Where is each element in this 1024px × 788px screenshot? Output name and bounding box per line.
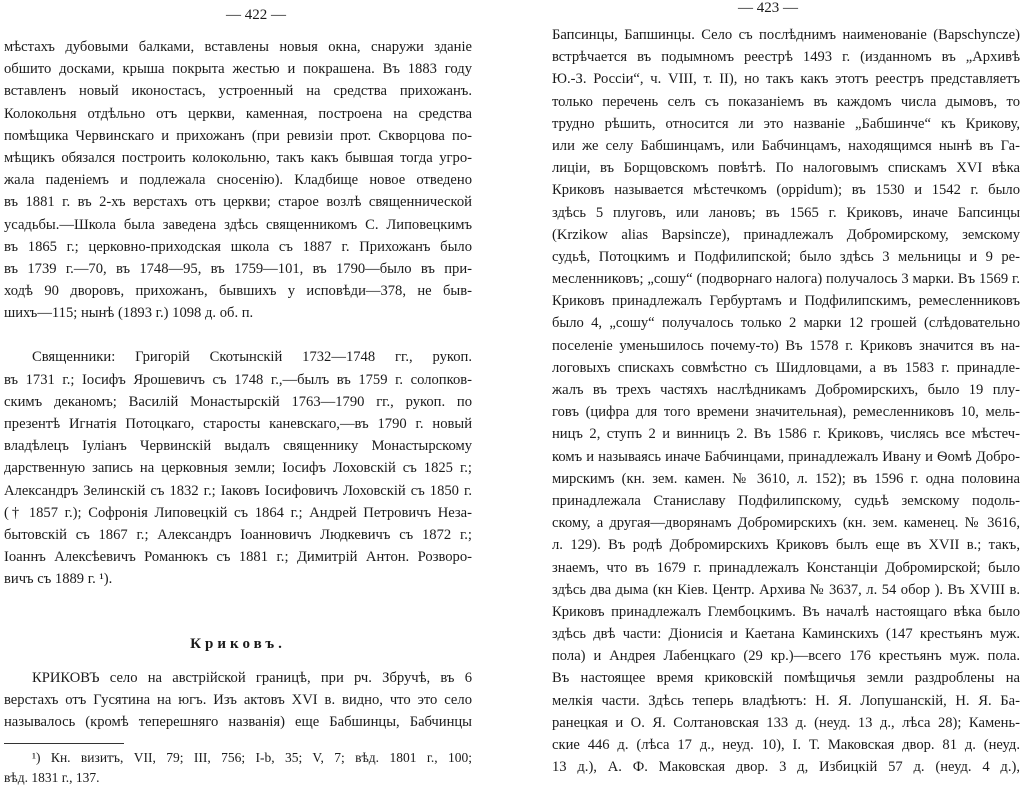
text-line: усадьбы.—Школа была заведена здѣсь священникомъ С. Липовецкимъ [4,216,472,233]
text-line: въ 1881 г. въ 2-хъ верстахъ отъ церкви; старое возлѣ священнической [4,194,472,211]
text-line: презентѣ Игнатія Потоцкаго, старосты каневскаго,—въ 1790 г. новый [4,416,472,432]
text-line: Криковъ называется мѣстечкомъ (oppidum); въ 1530 и 1542 г. было [552,182,1020,199]
text-line: ские 446 д. (лѣса 17 д., неуд. 10), І. Т. Маковская двор. 81 д. (неуд. [552,737,1020,753]
text-line: Іоаннъ Алексѣевичъ Романюкъ съ 1881 г.; Димитрій Антон. Розворо- [4,549,472,566]
text-line: говъ (цифра для того времени значительная), ремесленниковъ 10, мель- [552,404,1020,421]
text-line: здѣсь двѣ части: Діонисія и Каетана Каминскихъ (147 крестьянъ муж. [552,626,1020,643]
text-line: ходѣ 90 дворовъ, прихожанъ, бывшихъ у исповѣди—378, не быв- [4,283,472,300]
text-line: въ 1731 г.; Іосифъ Ярошевичъ съ 1748 г.,—былъ въ 1759 г. солопков- [4,371,472,388]
text-line: скимъ деканомъ; Василій Монастырскій 1763—1790 гг., рукоп. по [4,393,472,410]
text-line: мѣстахъ дубовыми балками, вставлены новыя окна, снаружи зданіе [4,39,472,55]
text-line: или же селу Бабшинцамъ, или Бабчинцамъ, находящимся нынѣ въ Га- [552,137,1020,154]
right-page [512,0,1024,776]
text-line: въ 1865 г.; церковно-приходская школа съ 1887 г. Прихожанъ было [4,238,472,255]
text-line: ¹) Кн. визитъ, VII, 79; III, 756; I-b, 35; V, 7; вѣд. 1801 г., 100; [32,750,472,766]
text-line: комъ и называясь иначе Бабчинцами, принадлежалъ Ивану и Ѳомѣ Добро- [552,448,1020,465]
page-number: — 423 — [738,0,798,16]
text-line: дарственную запись на церковныя земли; Іосифъ Лоховскій съ 1825 г.; [4,460,472,477]
text-line: Бапсинцы, Бапшинцы. Село съ послѣднимъ наименованіе (Bapschyncze) [552,27,1020,43]
footnote [4,748,472,788]
section-heading: Криковъ. [190,635,286,652]
text-line: обшито досками, крыша покрыта жестью и покрашена. Въ 1883 году [4,61,472,78]
text-line: знаемъ, что въ 1679 г. принадлежалъ Констанціи Добромирской; было [552,559,1020,576]
text-line: вичъ съ 1889 г. ¹). [4,571,113,588]
text-line: мелкія части. Здѣсь теперь владѣютъ: Н. Я. Лопушанскій, Н. Я. Ба- [552,692,1020,709]
text-line: было 4, „сошу“ получалось только 2 марки 12 грошей (слѣдовательно [552,315,1020,332]
right-text-block [552,24,1020,778]
text-line: Въ настоящее время криковскій помѣщичья земли раздроблены на [552,670,1020,687]
text-line: скому, а другая—дворянамъ Добромирскихъ (кн. зем. каменец. № 3616, [552,515,1020,532]
text-line: принадлежала Станиславу Подфилипскому, судьѣ земскому подоль- [552,492,1020,509]
footnote-rule [4,743,124,744]
text-line: здѣсь 5 плуговъ, или лановъ; въ 1565 г. Криковъ, иначе Бапсинцы [552,204,1020,221]
text-line: пола) и Андрея Лабенцкаго (29 кр.)—всего 176 крестьянъ муж. пола. [552,648,1020,665]
text-line: ранецкая и О. Я. Солтановская 133 д. (неуд. 13 д., лѣса 28); Камень- [552,714,1020,731]
text-line: шихъ—115; нынѣ (1893 г.) 1098 д. об. п. [4,305,254,322]
text-line: поселеніе уменьшилось почему-то) Въ 1578 г. Криковъ значится въ на- [552,337,1020,354]
text-line: въ 1739 г.—70, въ 1748—95, въ 1759—101, въ 1790—было въ при- [4,260,472,277]
text-line: здѣсь два дыма (кн Кіев. Центр. Архива № 3637, л. 54 обор ). Въ XVIII в. [552,581,1020,598]
left-page [0,0,512,786]
text-line: жала паденіемъ и подлежала сносенію). Кладбище новое отведено [4,172,472,189]
text-line: († 1857 г.); Софронія Липовецкій съ 1864 г.; Андрей Петровичъ Неза- [4,504,472,521]
text-line: называлось (кромѣ теперешняго названія) еще Бабшинцы, Бабчинцы [4,713,472,730]
text-line: (Krzikow alias Bapsincze), принадлежалъ Добромирскому, земскому [552,226,1020,243]
text-line: бытовскій съ 1867 г.; Александръ Іоанновичъ Людкевичъ съ 1872 г.; [4,526,472,543]
text-line: Ю.-З. Россіи“, ч. VIII, т. II), но такъ какъ этотъ реестръ представляетъ [552,71,1020,88]
text-line: владѣлецъ Іуліанъ Червинскій выдалъ священнику Монастырскому [4,438,472,455]
page-number: — 422 — [226,7,286,23]
text-line: Криковъ принадлежалъ Глембоцкимъ. Въ началѣ настоящаго вѣка было [552,603,1020,620]
text-line: Колокольня отдѣльно отъ церкви, каменная, построена на средства [4,105,472,122]
text-line: вставленъ новый иконостасъ, устроенный на средства прихожанъ. [4,83,472,100]
text-line: Александръ Зелинскій съ 1832 г.; Іаковъ Іосифовичъ Лоховскій съ 1850 г. [4,482,472,499]
text-line: жалъ въ трехъ частяхъ наслѣдникамъ Добромирскихъ, было 19 плу- [552,382,1020,398]
text-line: Священники: Григорій Скотынскій 1732—1748 гг., рукоп. [32,349,472,366]
text-line: лиціи, въ Борщовскомъ повѣтѣ. По налоговымъ спискамъ XVI вѣка [552,160,1020,177]
text-line: Криковъ принадлежалъ Гербуртамъ и Подфилипскимъ, ремесленниковъ [552,293,1020,310]
text-line: логовыхъ спискахъ совмѣстно съ Шидловцами, а въ 1583 г. принадле- [552,359,1020,376]
text-line: только перечень селъ съ показаніемъ въ каждомъ числа дымовъ, то [552,93,1020,110]
text-line: месленниковъ; „сошу“ (подворнаго налога) получалось 3 марки. Въ 1569 г. [552,271,1020,288]
text-line: судьѣ, Потоцкимъ и Подфилипской; было здѣсь 3 мельницы и 9 ре- [552,248,1020,265]
text-line: л. 129). Въ родѣ Добромирскихъ Криковъ былъ еще въ XVII в.; такъ, [552,537,1020,554]
text-line: мирскимъ (кн. зем. камен. № 3610, л. 152); въ 1596 г. одна половина [552,470,1020,487]
text-line: верстахъ отъ Гусятина на югъ. Изъ актовъ XVI в. видно, что это село [4,691,472,708]
text-line: трудно рѣшить, относится ли это названіе „Бабшинче“ къ Крикову, [552,115,1020,132]
left-text-block [4,36,472,788]
text-line: ницъ 2, ступъ 2 и винницъ 2. Въ 1586 г. Криковъ, числясь все мѣстеч- [552,426,1020,443]
text-line: встрѣчается въ подымномъ реестрѣ 1493 г. (изданномъ въ „Архивѣ [552,49,1020,66]
text-line: КРИКОВЪ село на австрійской границѣ, при рч. Збручѣ, въ 6 [32,669,472,686]
text-line: 13 д.), А. Ф. Маковская двор. 3 д, Избицкій 57 д. (неуд. 4 д.), [552,759,1020,776]
text-line: мѣщикъ обязался построить колокольню, такъ какъ бывшая тогда угро- [4,149,472,166]
text-line: помѣщика Червинскаго и прихожанъ (при ревизіи прот. Скворцова по- [4,127,472,144]
text-line: вѣд. 1831 г., 137. [4,770,100,786]
